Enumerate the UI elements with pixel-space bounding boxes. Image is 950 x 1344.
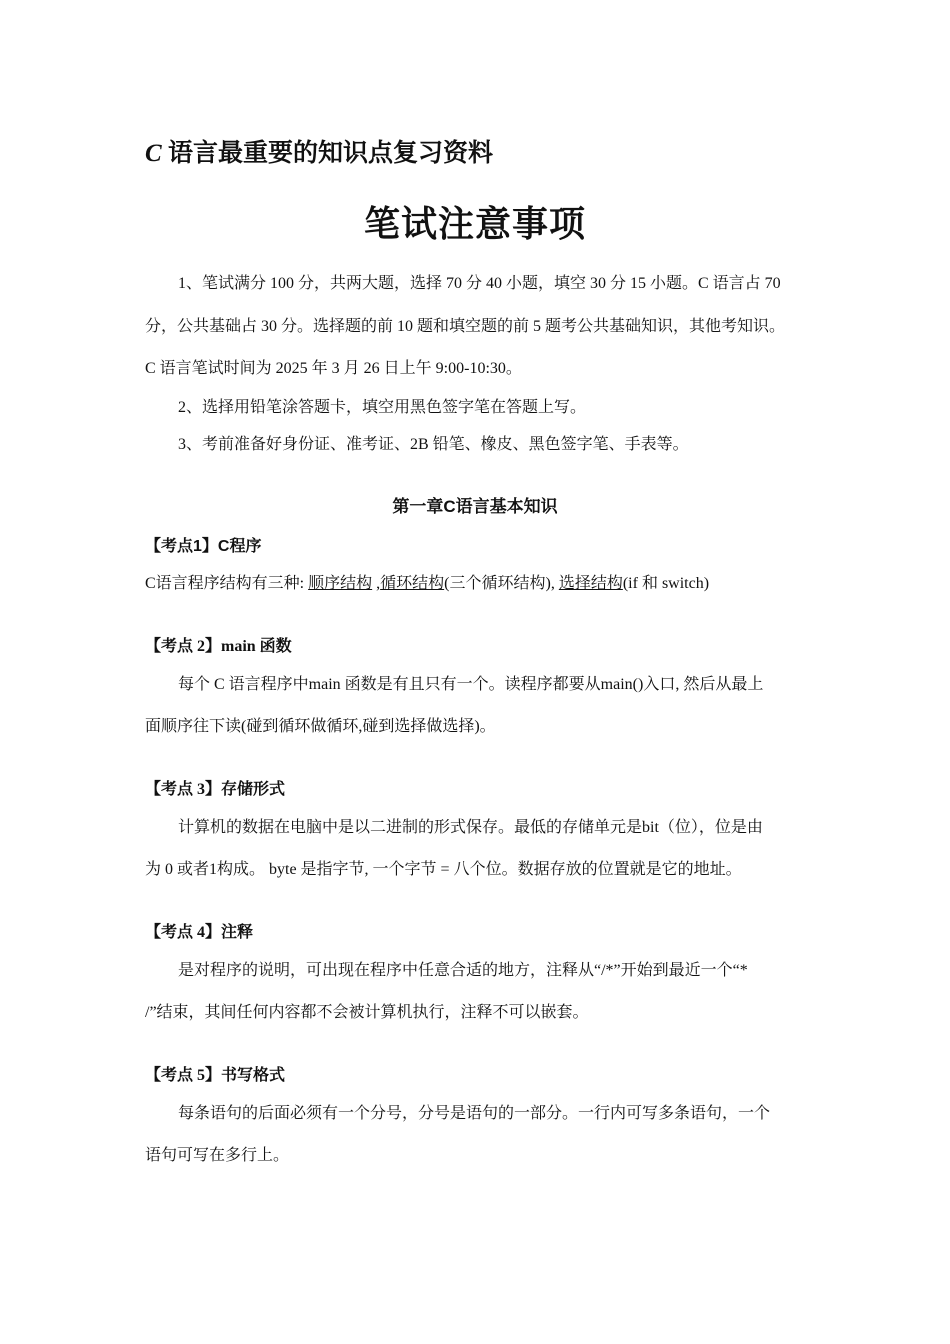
kp1-title: 【考点1】C程序 [145,538,262,555]
document-title [145,133,493,169]
kp5-title: 【考点 5】书写格式 [145,1067,286,1084]
kp4-line-1: 是对程序的说明，可出现在程序中任意合适的地方，注释从“/*”开始到最近一个“* [178,962,748,979]
kp1-structure-sequential: 顺序结构 [308,575,373,592]
kp5-line-2: 语句可写在多行上。 [145,1147,290,1164]
kp3-title: 【考点 3】存储形式 [145,781,286,798]
kp2-line-1: 每个 C 语言程序中main 函数是有且只有一个。读程序都要从main()入口, 然后从最上 [178,676,764,693]
kp4-title: 【考点 4】注释 [145,924,254,941]
kp3-line-1: 计算机的数据在电脑中是以二进制的形式保存。最低的存储单元是bit（位），位是由 [178,819,763,836]
kp1-text [145,570,709,593]
kp2-line-2: 面顺序往下读(碰到循环做循环,碰到选择做选择)。 [145,718,496,735]
title-text: 语言最重要的知识点复习资料 [161,140,493,167]
title-c-letter: C [145,140,162,167]
note-line-4: 2、选择用铅笔涂答题卡，填空用黑色签字笔在答题上写。 [178,399,587,416]
kp5-line-1: 每条语句的后面必须有一个分号，分号是语句的一部分。一行内可写多条语句，一个 [178,1105,771,1122]
kp1-mid: (三个循环结构), [444,575,559,592]
note-line-5: 3、考前准备好身份证、准考证、2B 铅笔、橡皮、黑色签字笔、手表等。 [178,436,689,453]
kp3-line-2: 为 0 或者1构成。 byte 是指字节, 一个字节 = 八个位。数据存放的位置就是它的地址。 [145,861,742,878]
kp1-structure-selection: 选择结构 [558,575,623,592]
kp1-prefix: C语言程序结构有三种: [145,575,309,592]
section-heading-exam-notes: 笔试注意事项 [363,204,586,244]
note-line-1: 1、笔试满分 100 分，共两大题，选择 70 分 40 小题，填空 30 分 15 小题。C 语言占 70 [178,275,781,292]
note-line-3: C 语言笔试时间为 2025 年 3 月 26 日上午 9:00-10:30。 [145,360,522,377]
kp1-suffix: (if 和 switch) [622,575,710,592]
chapter-title: 第一章C语言基本知识 [392,497,558,516]
kp1-sep: , [372,575,381,592]
kp4-line-2: /”结束，其间任何内容都不会被计算机执行，注释不可以嵌套。 [145,1004,589,1021]
note-line-2: 分，公共基础占 30 分。选择题的前 10 题和填空题的前 5 题考公共基础知识，其他考知识。 [145,318,786,335]
kp2-title: 【考点 2】main 函数 [145,638,292,655]
kp1-structure-loop: 循环结构 [380,575,445,592]
